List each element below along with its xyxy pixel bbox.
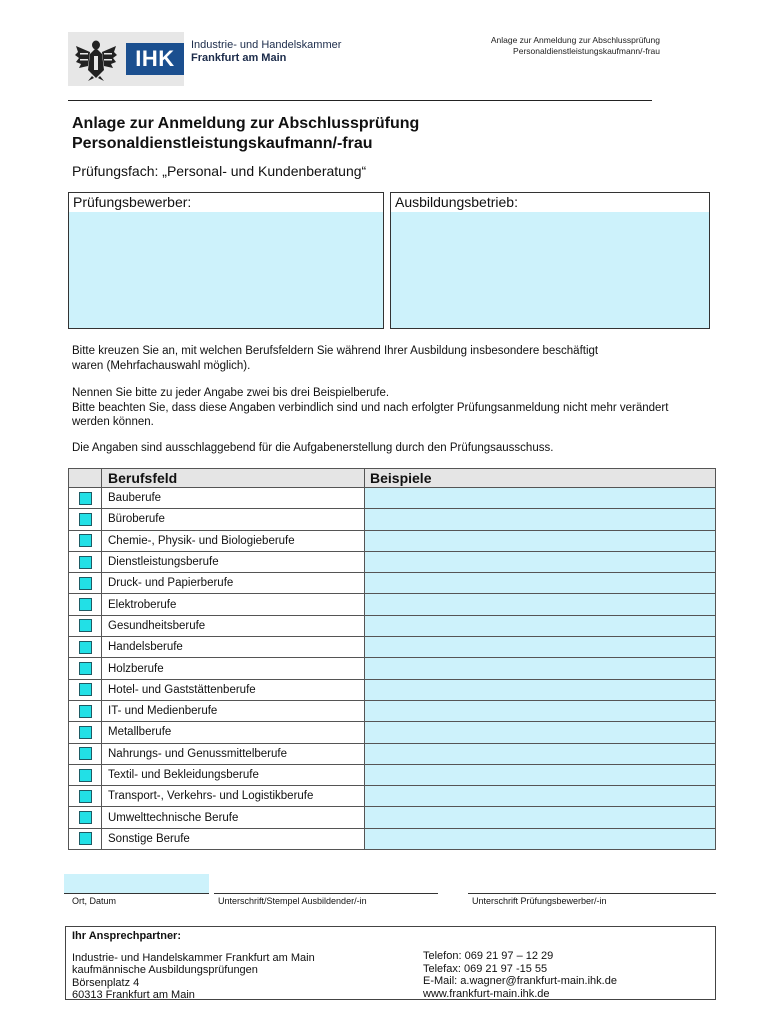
examples-input[interactable] (365, 743, 716, 764)
contact-website[interactable]: www.frankfurt-main.ihk.de (423, 987, 550, 1000)
field-label: Gesundheitsberufe (102, 615, 365, 636)
field-checkbox[interactable] (79, 598, 92, 611)
table-row (69, 530, 716, 551)
contact-email[interactable]: E-Mail: a.wagner@frankfurt-main.ihk.de (423, 975, 617, 987)
field-label: Transport-, Verkehrs- und Logistikberufe (102, 786, 365, 807)
org-name-line1: Industrie- und Handelskammer (191, 39, 342, 51)
field-label: Nahrungs- und Genussmittelberufe (102, 743, 365, 764)
examples-input[interactable] (365, 594, 716, 615)
page-title-line2: Personaldienstleistungskaufmann/-frau (72, 135, 373, 152)
contact-department: kaufmännische Ausbildungsprüfungen (72, 964, 258, 976)
field-label: Dienstleistungsberufe (102, 551, 365, 572)
instruction-paragraph-2a: Nennen Sie bitte zu jeder Angabe zwei bis drei Beispielberufe. (72, 387, 390, 399)
company-signature-line (214, 893, 438, 894)
instruction-paragraph-1: Bitte kreuzen Sie an, mit welchen Berufsfeldern Sie während Ihrer Ausbildung insbesondere beschäftigt waren (Mehrfachauswahl möglich). (72, 345, 599, 372)
org-name-line2: Frankfurt am Main (191, 52, 287, 64)
candidate-label: Prüfungsbewerber: (69, 193, 383, 212)
place-date-label: Ort, Datum (72, 896, 117, 906)
instruction-paragraph-3: Die Angaben sind ausschlaggebend für die Aufgabenerstellung durch den Prüfungsausschuss. (72, 442, 554, 454)
contact-heading: Ihr Ansprechpartner: (72, 930, 182, 942)
field-label: Büroberufe (102, 509, 365, 530)
field-label: Elektroberufe (102, 594, 365, 615)
contact-box (65, 926, 716, 1000)
document-reference-line1: Anlage zur Anmeldung zur Abschlussprüfung (490, 35, 660, 45)
place-date-input[interactable] (64, 874, 209, 893)
ihk-logo-mark: IHK (126, 43, 184, 75)
field-checkbox[interactable] (79, 790, 92, 803)
org-name (191, 39, 341, 65)
examples-input[interactable] (365, 573, 716, 594)
table-row (69, 764, 716, 785)
field-label: Holzberufe (102, 658, 365, 679)
examples-input[interactable] (365, 488, 716, 509)
table-row (69, 807, 716, 828)
field-label: Metallberufe (102, 722, 365, 743)
examples-input[interactable] (365, 637, 716, 658)
header-divider (68, 100, 652, 101)
field-checkbox[interactable] (79, 662, 92, 675)
field-label: IT- und Medienberufe (102, 700, 365, 721)
examples-column-header: Beispiele (365, 469, 716, 488)
examples-input[interactable] (365, 615, 716, 636)
examples-input[interactable] (365, 828, 716, 849)
table-row (69, 828, 716, 849)
examples-input[interactable] (365, 786, 716, 807)
company-input[interactable] (391, 212, 709, 328)
field-checkbox[interactable] (79, 769, 92, 782)
contact-fax: Telefax: 069 21 97 -15 55 (423, 962, 548, 975)
field-checkbox[interactable] (79, 683, 92, 696)
table-row (69, 658, 716, 679)
field-checkbox[interactable] (79, 577, 92, 590)
examples-input[interactable] (365, 700, 716, 721)
field-checkbox[interactable] (79, 832, 92, 845)
field-checkbox[interactable] (79, 556, 92, 569)
table-row (69, 700, 716, 721)
table-row (69, 551, 716, 572)
field-checkbox[interactable] (79, 534, 92, 547)
field-checkbox[interactable] (79, 747, 92, 760)
company-signature-label: Unterschrift/Stempel Ausbildender/-in (218, 896, 367, 906)
candidate-box (68, 192, 384, 329)
contact-org: Industrie- und Handelskammer Frankfurt am Main (72, 951, 315, 964)
document-reference-line2: Personaldienstleistungskaufmann/-frau (513, 46, 660, 56)
company-label: Ausbildungsbetrieb: (391, 193, 709, 212)
contact-phone: Telefon: 069 21 97 – 12 29 (423, 950, 554, 962)
candidate-input[interactable] (69, 212, 383, 328)
field-checkbox[interactable] (79, 619, 92, 632)
examples-input[interactable] (365, 551, 716, 572)
examples-input[interactable] (365, 722, 716, 743)
candidate-signature-line (468, 893, 716, 894)
examples-input[interactable] (365, 509, 716, 530)
contact-details (423, 950, 617, 1000)
table-row (69, 594, 716, 615)
field-label: Chemie-, Physik- und Biologieberufe (102, 530, 365, 551)
eagle-emblem-icon (74, 36, 118, 82)
ihk-logo (68, 32, 184, 86)
examples-input[interactable] (365, 807, 716, 828)
company-box (390, 192, 710, 329)
field-label: Druck- und Papierberufe (102, 573, 365, 594)
field-checkbox[interactable] (79, 726, 92, 739)
table-row (69, 615, 716, 636)
table-row (69, 679, 716, 700)
exam-subject: Prüfungsfach: „Personal- und Kundenberatung“ (72, 163, 367, 179)
field-checkbox[interactable] (79, 811, 92, 824)
table-row (69, 509, 716, 530)
field-checkbox[interactable] (79, 513, 92, 526)
table-row (69, 722, 716, 743)
field-checkbox[interactable] (79, 641, 92, 654)
document-reference (491, 35, 660, 57)
candidate-signature-label: Unterschrift Prüfungsbewerber/-in (472, 896, 607, 906)
occupational-fields-table (68, 468, 716, 850)
field-label: Umwelttechnische Berufe (102, 807, 365, 828)
page-title-line1: Anlage zur Anmeldung zur Abschlussprüfung (72, 115, 420, 132)
field-label: Textil- und Bekleidungsberufe (102, 764, 365, 785)
field-checkbox[interactable] (79, 492, 92, 505)
field-checkbox[interactable] (79, 705, 92, 718)
examples-input[interactable] (365, 530, 716, 551)
table-header-row (69, 469, 716, 488)
table-row (69, 743, 716, 764)
table-row (69, 637, 716, 658)
contact-street: Börsenplatz 4 (72, 976, 140, 989)
contact-city: 60313 Frankfurt am Main (72, 989, 195, 1001)
table-row (69, 786, 716, 807)
field-column-header: Berufsfeld (102, 469, 365, 488)
place-date-line (64, 893, 209, 894)
table-row (69, 488, 716, 509)
instruction-paragraph-2b: Bitte beachten Sie, dass diese Angaben verbindlich sind und nach erfolgter Prüfungsanmeldung nicht mehr verändert werden können. (72, 401, 669, 428)
examples-input[interactable] (365, 679, 716, 700)
field-label: Hotel- und Gaststättenberufe (102, 679, 365, 700)
instruction-paragraph-2 (72, 386, 672, 430)
field-label: Bauberufe (102, 488, 365, 509)
page-title (72, 114, 419, 154)
table-row (69, 573, 716, 594)
examples-input[interactable] (365, 658, 716, 679)
field-label: Sonstige Berufe (102, 828, 365, 849)
field-label: Handelsberufe (102, 637, 365, 658)
checkbox-column-header (69, 469, 102, 488)
examples-input[interactable] (365, 764, 716, 785)
